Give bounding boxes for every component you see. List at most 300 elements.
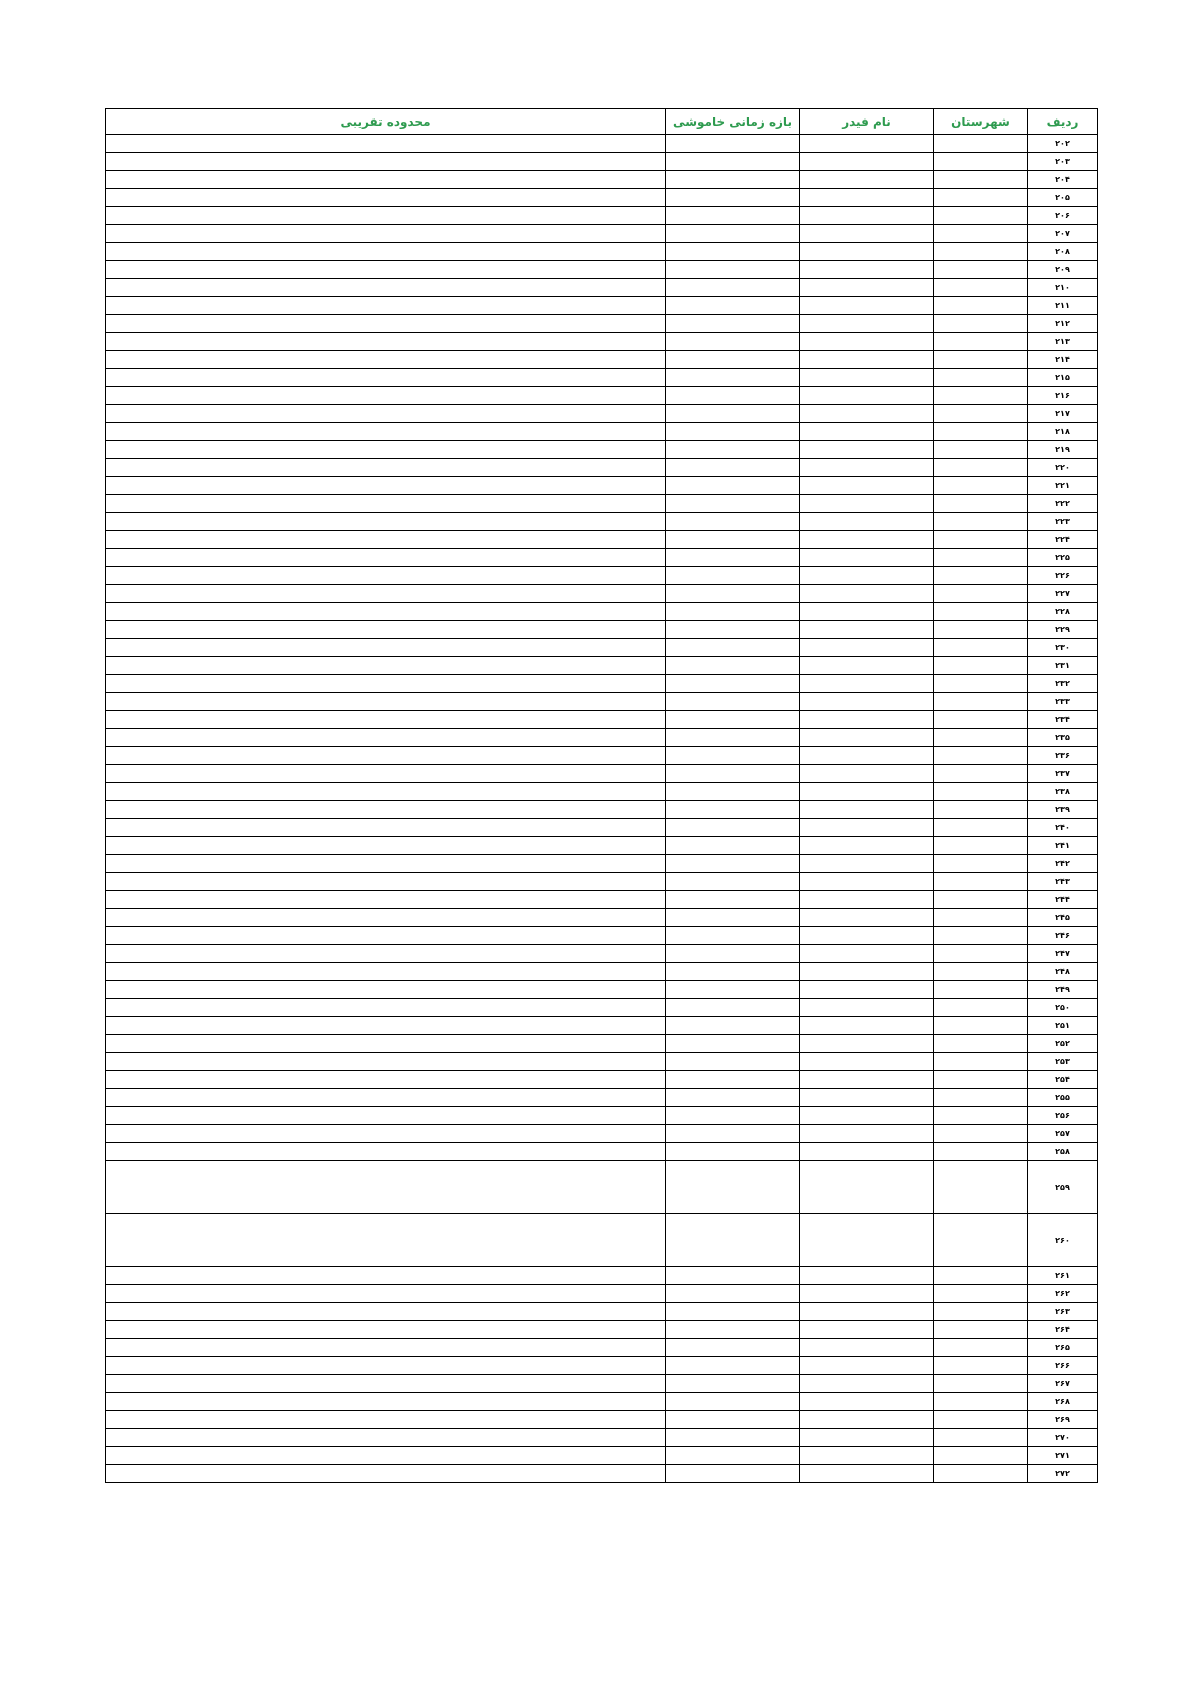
area-cell bbox=[106, 603, 666, 621]
table-row bbox=[106, 1143, 1098, 1161]
outage-time-cell bbox=[666, 621, 800, 639]
outage-time-cell bbox=[666, 1107, 800, 1125]
city-cell bbox=[934, 1089, 1028, 1107]
row-number-cell: ۲۴۵ bbox=[1028, 909, 1098, 927]
city-cell bbox=[934, 1429, 1028, 1447]
table-row bbox=[106, 369, 1098, 387]
area-cell bbox=[106, 999, 666, 1017]
row-number-cell: ۲۲۲ bbox=[1028, 495, 1098, 513]
row-number-cell: ۲۱۹ bbox=[1028, 441, 1098, 459]
row-number-cell: ۲۵۰ bbox=[1028, 999, 1098, 1017]
row-number-cell: ۲۶۱ bbox=[1028, 1267, 1098, 1285]
area-cell bbox=[106, 1053, 666, 1071]
city-cell bbox=[934, 981, 1028, 999]
outage-time-cell bbox=[666, 405, 800, 423]
feeder-name-cell bbox=[800, 1125, 934, 1143]
area-cell bbox=[106, 855, 666, 873]
outage-time-cell bbox=[666, 189, 800, 207]
city-cell bbox=[934, 315, 1028, 333]
row-number-cell: ۲۵۹ bbox=[1028, 1161, 1098, 1214]
row-number-cell: ۲۲۱ bbox=[1028, 477, 1098, 495]
city-cell bbox=[934, 1411, 1028, 1429]
outage-schedule-table bbox=[105, 108, 1098, 1483]
city-cell bbox=[934, 837, 1028, 855]
feeder-name-cell bbox=[800, 1375, 934, 1393]
feeder-name-cell bbox=[800, 441, 934, 459]
feeder-name-cell bbox=[800, 1071, 934, 1089]
area-cell bbox=[106, 369, 666, 387]
area-cell bbox=[106, 1071, 666, 1089]
table-row bbox=[106, 207, 1098, 225]
row-number-cell: ۲۶۹ bbox=[1028, 1411, 1098, 1429]
feeder-name-cell bbox=[800, 495, 934, 513]
city-cell bbox=[934, 1393, 1028, 1411]
row-number-cell: ۲۲۷ bbox=[1028, 585, 1098, 603]
outage-time-cell bbox=[666, 693, 800, 711]
outage-time-cell bbox=[666, 477, 800, 495]
outage-time-cell bbox=[666, 135, 800, 153]
outage-time-cell bbox=[666, 1339, 800, 1357]
feeder-name-cell bbox=[800, 657, 934, 675]
outage-time-cell bbox=[666, 1143, 800, 1161]
city-cell bbox=[934, 423, 1028, 441]
area-cell bbox=[106, 1411, 666, 1429]
city-cell bbox=[934, 657, 1028, 675]
table-row bbox=[106, 1339, 1098, 1357]
area-cell bbox=[106, 1285, 666, 1303]
outage-time-cell bbox=[666, 909, 800, 927]
city-cell bbox=[934, 945, 1028, 963]
feeder-name-cell bbox=[800, 1089, 934, 1107]
row-number-cell: ۲۰۶ bbox=[1028, 207, 1098, 225]
feeder-name-cell bbox=[800, 1411, 934, 1429]
city-cell bbox=[934, 495, 1028, 513]
city-cell bbox=[934, 135, 1028, 153]
table-row bbox=[106, 747, 1098, 765]
outage-time-cell bbox=[666, 243, 800, 261]
city-cell bbox=[934, 1107, 1028, 1125]
feeder-name-cell bbox=[800, 765, 934, 783]
header-approximate-area: محدوده تقریبی bbox=[106, 109, 666, 135]
table-row bbox=[106, 1035, 1098, 1053]
area-cell bbox=[106, 405, 666, 423]
outage-time-cell bbox=[666, 801, 800, 819]
row-number-cell: ۲۴۰ bbox=[1028, 819, 1098, 837]
table-row bbox=[106, 189, 1098, 207]
row-number-cell: ۲۰۴ bbox=[1028, 171, 1098, 189]
table-row bbox=[106, 153, 1098, 171]
row-number-cell: ۲۴۹ bbox=[1028, 981, 1098, 999]
area-cell bbox=[106, 1107, 666, 1125]
area-cell bbox=[106, 639, 666, 657]
table-row bbox=[106, 243, 1098, 261]
feeder-name-cell bbox=[800, 639, 934, 657]
city-cell bbox=[934, 783, 1028, 801]
area-cell bbox=[106, 765, 666, 783]
city-cell bbox=[934, 369, 1028, 387]
table-row bbox=[106, 351, 1098, 369]
row-number-cell: ۲۶۵ bbox=[1028, 1339, 1098, 1357]
city-cell bbox=[934, 963, 1028, 981]
row-number-cell: ۲۵۲ bbox=[1028, 1035, 1098, 1053]
feeder-name-cell bbox=[800, 1429, 934, 1447]
outage-time-cell bbox=[666, 1357, 800, 1375]
city-cell bbox=[934, 225, 1028, 243]
city-cell bbox=[934, 387, 1028, 405]
city-cell bbox=[934, 1339, 1028, 1357]
table-row bbox=[106, 1429, 1098, 1447]
feeder-name-cell bbox=[800, 423, 934, 441]
feeder-name-cell bbox=[800, 225, 934, 243]
city-cell bbox=[934, 1465, 1028, 1483]
feeder-name-cell bbox=[800, 873, 934, 891]
outage-time-cell bbox=[666, 819, 800, 837]
area-cell bbox=[106, 477, 666, 495]
area-cell bbox=[106, 1267, 666, 1285]
row-number-cell: ۲۴۱ bbox=[1028, 837, 1098, 855]
row-number-cell: ۲۰۷ bbox=[1028, 225, 1098, 243]
outage-time-cell bbox=[666, 639, 800, 657]
area-cell bbox=[106, 711, 666, 729]
outage-time-cell bbox=[666, 567, 800, 585]
city-cell bbox=[934, 297, 1028, 315]
outage-time-cell bbox=[666, 1017, 800, 1035]
outage-time-cell bbox=[666, 1035, 800, 1053]
outage-time-cell bbox=[666, 369, 800, 387]
outage-time-cell bbox=[666, 1161, 800, 1214]
outage-time-cell bbox=[666, 1303, 800, 1321]
table-row bbox=[106, 441, 1098, 459]
feeder-name-cell bbox=[800, 747, 934, 765]
city-cell bbox=[934, 477, 1028, 495]
table-row bbox=[106, 225, 1098, 243]
area-cell bbox=[106, 657, 666, 675]
city-cell bbox=[934, 513, 1028, 531]
row-number-cell: ۲۲۵ bbox=[1028, 549, 1098, 567]
row-number-cell: ۲۲۶ bbox=[1028, 567, 1098, 585]
outage-time-cell bbox=[666, 1089, 800, 1107]
feeder-name-cell bbox=[800, 1393, 934, 1411]
city-cell bbox=[934, 1375, 1028, 1393]
outage-time-cell bbox=[666, 981, 800, 999]
feeder-name-cell bbox=[800, 513, 934, 531]
area-cell bbox=[106, 1447, 666, 1465]
city-cell bbox=[934, 1357, 1028, 1375]
table-row bbox=[106, 1125, 1098, 1143]
row-number-cell: ۲۴۲ bbox=[1028, 855, 1098, 873]
outage-time-cell bbox=[666, 1429, 800, 1447]
area-cell bbox=[106, 459, 666, 477]
city-cell bbox=[934, 927, 1028, 945]
city-cell bbox=[934, 603, 1028, 621]
area-cell bbox=[106, 279, 666, 297]
feeder-name-cell bbox=[800, 945, 934, 963]
row-number-cell: ۲۶۸ bbox=[1028, 1393, 1098, 1411]
table-row bbox=[106, 891, 1098, 909]
table-row bbox=[106, 909, 1098, 927]
table-row bbox=[106, 333, 1098, 351]
area-cell bbox=[106, 1375, 666, 1393]
feeder-name-cell bbox=[800, 603, 934, 621]
city-cell bbox=[934, 1447, 1028, 1465]
row-number-cell: ۲۵۶ bbox=[1028, 1107, 1098, 1125]
feeder-name-cell bbox=[800, 693, 934, 711]
row-number-cell: ۲۵۳ bbox=[1028, 1053, 1098, 1071]
row-number-cell: ۲۱۷ bbox=[1028, 405, 1098, 423]
feeder-name-cell bbox=[800, 1017, 934, 1035]
row-number-cell: ۲۱۱ bbox=[1028, 297, 1098, 315]
table-row bbox=[106, 693, 1098, 711]
table-row bbox=[106, 261, 1098, 279]
row-number-cell: ۲۷۰ bbox=[1028, 1429, 1098, 1447]
table-row bbox=[106, 1357, 1098, 1375]
city-cell bbox=[934, 711, 1028, 729]
area-cell bbox=[106, 441, 666, 459]
table-row bbox=[106, 621, 1098, 639]
area-cell bbox=[106, 1089, 666, 1107]
city-cell bbox=[934, 333, 1028, 351]
table-row bbox=[106, 513, 1098, 531]
feeder-name-cell bbox=[800, 171, 934, 189]
outage-time-cell bbox=[666, 1125, 800, 1143]
feeder-name-cell bbox=[800, 477, 934, 495]
city-cell bbox=[934, 999, 1028, 1017]
area-cell bbox=[106, 801, 666, 819]
outage-time-cell bbox=[666, 1375, 800, 1393]
outage-time-cell bbox=[666, 171, 800, 189]
outage-time-cell bbox=[666, 387, 800, 405]
area-cell bbox=[106, 909, 666, 927]
area-cell bbox=[106, 351, 666, 369]
feeder-name-cell bbox=[800, 1161, 934, 1214]
area-cell bbox=[106, 963, 666, 981]
table-row bbox=[106, 1447, 1098, 1465]
area-cell bbox=[106, 153, 666, 171]
row-number-cell: ۲۳۱ bbox=[1028, 657, 1098, 675]
feeder-name-cell bbox=[800, 351, 934, 369]
row-number-cell: ۲۴۷ bbox=[1028, 945, 1098, 963]
feeder-name-cell bbox=[800, 1339, 934, 1357]
table-row bbox=[106, 279, 1098, 297]
outage-time-cell bbox=[666, 225, 800, 243]
area-cell bbox=[106, 513, 666, 531]
outage-time-cell bbox=[666, 351, 800, 369]
feeder-name-cell bbox=[800, 891, 934, 909]
area-cell bbox=[106, 621, 666, 639]
row-number-cell: ۲۴۳ bbox=[1028, 873, 1098, 891]
table-row bbox=[106, 1303, 1098, 1321]
row-number-cell: ۲۶۴ bbox=[1028, 1321, 1098, 1339]
table-row bbox=[106, 585, 1098, 603]
feeder-name-cell bbox=[800, 1107, 934, 1125]
city-cell bbox=[934, 729, 1028, 747]
table-row bbox=[106, 1411, 1098, 1429]
row-number-cell: ۲۴۴ bbox=[1028, 891, 1098, 909]
table-row bbox=[106, 1214, 1098, 1267]
row-number-cell: ۲۲۹ bbox=[1028, 621, 1098, 639]
outage-time-cell bbox=[666, 675, 800, 693]
area-cell bbox=[106, 1125, 666, 1143]
table-row bbox=[106, 297, 1098, 315]
area-cell bbox=[106, 1429, 666, 1447]
feeder-name-cell bbox=[800, 243, 934, 261]
table-row bbox=[106, 387, 1098, 405]
row-number-cell: ۲۳۳ bbox=[1028, 693, 1098, 711]
row-number-cell: ۲۱۸ bbox=[1028, 423, 1098, 441]
city-cell bbox=[934, 1285, 1028, 1303]
outage-time-cell bbox=[666, 1267, 800, 1285]
row-number-cell: ۲۴۸ bbox=[1028, 963, 1098, 981]
city-cell bbox=[934, 1035, 1028, 1053]
outage-time-cell bbox=[666, 729, 800, 747]
outage-time-cell bbox=[666, 783, 800, 801]
outage-time-cell bbox=[666, 603, 800, 621]
outage-time-cell bbox=[666, 441, 800, 459]
table-row bbox=[106, 819, 1098, 837]
row-number-cell: ۲۰۵ bbox=[1028, 189, 1098, 207]
area-cell bbox=[106, 873, 666, 891]
city-cell bbox=[934, 243, 1028, 261]
row-number-cell: ۲۴۶ bbox=[1028, 927, 1098, 945]
area-cell bbox=[106, 1393, 666, 1411]
feeder-name-cell bbox=[800, 981, 934, 999]
outage-time-cell bbox=[666, 963, 800, 981]
area-cell bbox=[106, 1303, 666, 1321]
outage-time-cell bbox=[666, 1447, 800, 1465]
area-cell bbox=[106, 1143, 666, 1161]
feeder-name-cell bbox=[800, 855, 934, 873]
city-cell bbox=[934, 765, 1028, 783]
area-cell bbox=[106, 495, 666, 513]
table-row bbox=[106, 315, 1098, 333]
table-body bbox=[106, 135, 1098, 1483]
outage-time-cell bbox=[666, 513, 800, 531]
row-number-cell: ۲۲۴ bbox=[1028, 531, 1098, 549]
feeder-name-cell bbox=[800, 1285, 934, 1303]
feeder-name-cell bbox=[800, 1465, 934, 1483]
city-cell bbox=[934, 1143, 1028, 1161]
city-cell bbox=[934, 855, 1028, 873]
area-cell bbox=[106, 981, 666, 999]
table-row bbox=[106, 531, 1098, 549]
table-header bbox=[106, 109, 1098, 135]
area-cell bbox=[106, 567, 666, 585]
feeder-name-cell bbox=[800, 729, 934, 747]
outage-time-cell bbox=[666, 855, 800, 873]
feeder-name-cell bbox=[800, 837, 934, 855]
city-cell bbox=[934, 1267, 1028, 1285]
outage-time-cell bbox=[666, 585, 800, 603]
feeder-name-cell bbox=[800, 405, 934, 423]
area-cell bbox=[106, 315, 666, 333]
row-number-cell: ۲۳۶ bbox=[1028, 747, 1098, 765]
feeder-name-cell bbox=[800, 783, 934, 801]
feeder-name-cell bbox=[800, 1143, 934, 1161]
area-cell bbox=[106, 1214, 666, 1267]
table-row bbox=[106, 135, 1098, 153]
outage-time-cell bbox=[666, 531, 800, 549]
area-cell bbox=[106, 1465, 666, 1483]
table-row bbox=[106, 963, 1098, 981]
outage-time-cell bbox=[666, 423, 800, 441]
row-number-cell: ۲۰۳ bbox=[1028, 153, 1098, 171]
city-cell bbox=[934, 1303, 1028, 1321]
row-number-cell: ۲۳۷ bbox=[1028, 765, 1098, 783]
table-row bbox=[106, 477, 1098, 495]
outage-time-cell bbox=[666, 927, 800, 945]
area-cell bbox=[106, 297, 666, 315]
city-cell bbox=[934, 351, 1028, 369]
city-cell bbox=[934, 621, 1028, 639]
outage-time-cell bbox=[666, 999, 800, 1017]
table-row bbox=[106, 837, 1098, 855]
outage-time-cell bbox=[666, 891, 800, 909]
row-number-cell: ۲۳۴ bbox=[1028, 711, 1098, 729]
area-cell bbox=[106, 675, 666, 693]
table-row bbox=[106, 873, 1098, 891]
feeder-name-cell bbox=[800, 261, 934, 279]
table-row bbox=[106, 405, 1098, 423]
city-cell bbox=[934, 153, 1028, 171]
feeder-name-cell bbox=[800, 459, 934, 477]
city-cell bbox=[934, 675, 1028, 693]
area-cell bbox=[106, 837, 666, 855]
area-cell bbox=[106, 1017, 666, 1035]
feeder-name-cell bbox=[800, 1303, 934, 1321]
table-row bbox=[106, 1161, 1098, 1214]
city-cell bbox=[934, 207, 1028, 225]
city-cell bbox=[934, 1071, 1028, 1089]
row-number-cell: ۲۶۲ bbox=[1028, 1285, 1098, 1303]
feeder-name-cell bbox=[800, 387, 934, 405]
table-row bbox=[106, 1267, 1098, 1285]
row-number-cell: ۲۷۱ bbox=[1028, 1447, 1098, 1465]
table-row bbox=[106, 765, 1098, 783]
table-row bbox=[106, 927, 1098, 945]
area-cell bbox=[106, 1035, 666, 1053]
row-number-cell: ۲۲۸ bbox=[1028, 603, 1098, 621]
area-cell bbox=[106, 1357, 666, 1375]
table-row bbox=[106, 1321, 1098, 1339]
feeder-name-cell bbox=[800, 621, 934, 639]
city-cell bbox=[934, 405, 1028, 423]
row-number-cell: ۲۷۲ bbox=[1028, 1465, 1098, 1483]
outage-time-cell bbox=[666, 315, 800, 333]
feeder-name-cell bbox=[800, 1035, 934, 1053]
table-row bbox=[106, 1071, 1098, 1089]
outage-time-cell bbox=[666, 747, 800, 765]
table-row bbox=[106, 567, 1098, 585]
area-cell bbox=[106, 549, 666, 567]
header-outage-time: بازه زمانی خاموشی bbox=[666, 109, 800, 135]
feeder-name-cell bbox=[800, 549, 934, 567]
header-city: شهرستان bbox=[934, 109, 1028, 135]
row-number-cell: ۲۵۴ bbox=[1028, 1071, 1098, 1089]
header-row-number: ردیف bbox=[1028, 109, 1098, 135]
row-number-cell: ۲۳۸ bbox=[1028, 783, 1098, 801]
table-row bbox=[106, 711, 1098, 729]
area-cell bbox=[106, 225, 666, 243]
area-cell bbox=[106, 261, 666, 279]
city-cell bbox=[934, 585, 1028, 603]
row-number-cell: ۲۰۲ bbox=[1028, 135, 1098, 153]
outage-time-cell bbox=[666, 1053, 800, 1071]
row-number-cell: ۲۱۲ bbox=[1028, 315, 1098, 333]
outage-time-cell bbox=[666, 837, 800, 855]
table-row bbox=[106, 639, 1098, 657]
feeder-name-cell bbox=[800, 1053, 934, 1071]
row-number-cell: ۲۰۸ bbox=[1028, 243, 1098, 261]
